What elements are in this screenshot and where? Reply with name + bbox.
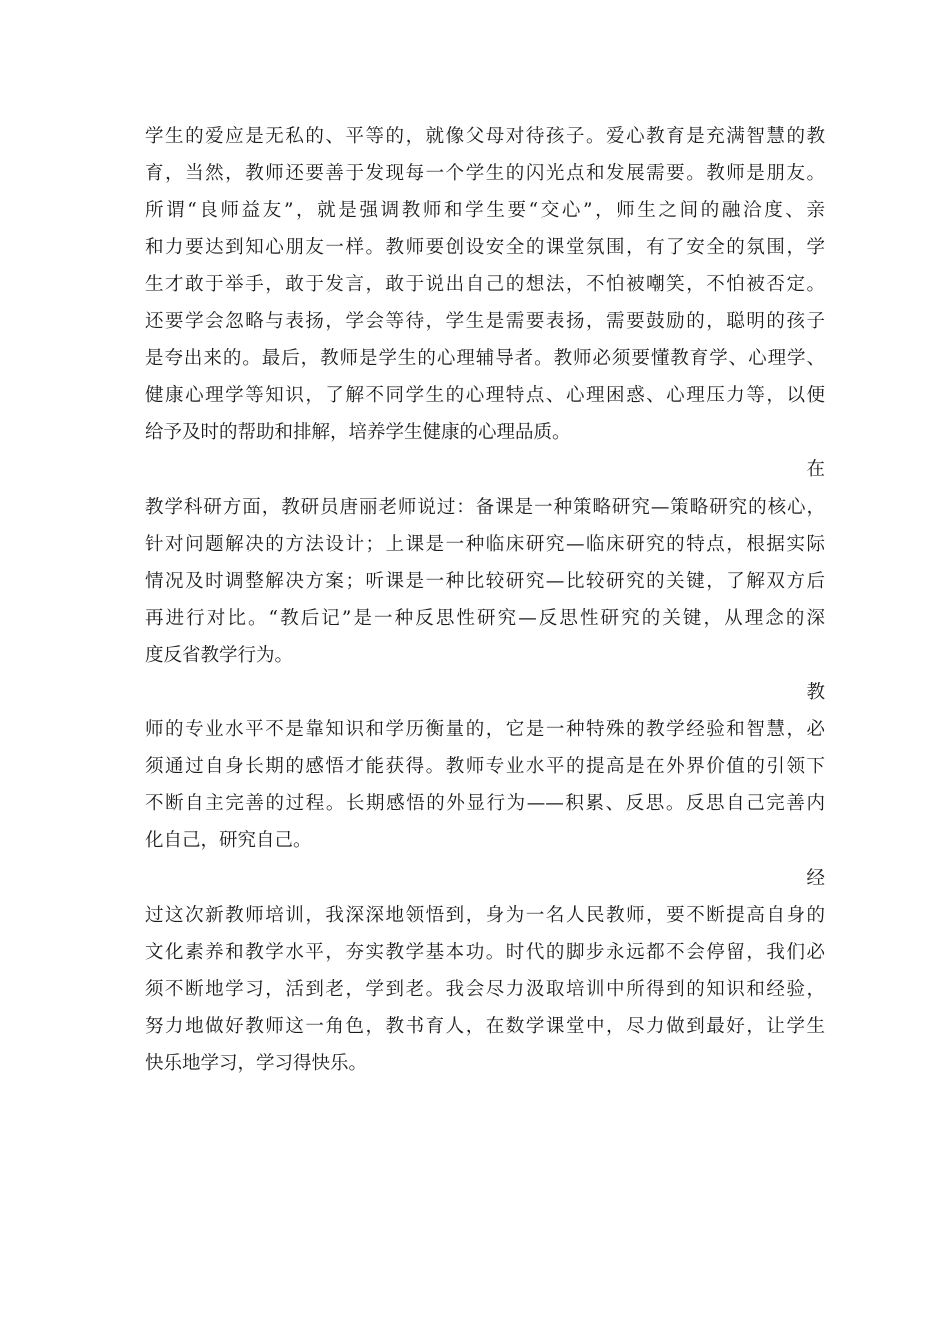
text-line: 文化素养和教学水平，夯实教学基本功。时代的脚步永远都不会停留，我们必 <box>145 942 825 963</box>
text-line: 经 <box>806 868 825 889</box>
text-line: 须不断地学习，活到老，学到老。我会尽力汲取培训中所得到的知识和经验， <box>145 979 825 1000</box>
text-line: 还要学会忽略与表扬，学会等待，学生是需要表扬，需要鼓励的，聪明的孩子 <box>145 311 825 332</box>
text-line: 化自己，研究自己。 <box>145 830 312 851</box>
text-line: 学生的爱应是无私的、平等的，就像父母对待孩子。爱心教育是充满智慧的教 <box>145 126 825 147</box>
text-line: 和力要达到知心朋友一样。教师要创设安全的课堂氛围，有了安全的氛围，学 <box>145 237 825 258</box>
text-line: 须通过自身长期的感悟才能获得。教师专业水平的提高是在外界价值的引领下 <box>145 756 825 777</box>
text-line: 再进行对比。“教后记”是一种反思性研究—反思性研究的关键，从理念的深 <box>145 608 825 629</box>
text-line: 过这次新教师培训，我深深地领悟到，身为一名人民教师，要不断提高自身的 <box>145 905 825 926</box>
text-line: 不断自主完善的过程。长期感悟的外显行为——积累、反思。反思自己完善内 <box>145 793 825 814</box>
text-line: 快乐地学习，学习得快乐。 <box>145 1053 368 1074</box>
text-line: 在 <box>806 459 825 480</box>
text-line: 情况及时调整解决方案；听课是一种比较研究—比较研究的关键，了解双方后 <box>145 571 825 592</box>
text-line: 师的专业水平不是靠知识和学历衡量的，它是一种特殊的教学经验和智慧，必 <box>145 719 825 740</box>
text-line: 努力地做好教师这一角色，教书育人，在数学课堂中，尽力做到最好，让学生 <box>145 1016 825 1037</box>
text-line: 给予及时的帮助和排解，培养学生健康的心理品质。 <box>145 422 571 443</box>
text-line: 针对问题解决的方法设计；上课是一种临床研究—临床研究的特点，根据实际 <box>145 534 825 555</box>
text-line: 育，当然，教师还要善于发现每一个学生的闪光点和发展需要。教师是朋友。 <box>145 163 825 184</box>
text-line: 所谓“良师益友”，就是强调教师和学生要“交心”，师生之间的融洽度、亲 <box>145 200 825 221</box>
text-line: 教学科研方面，教研员唐丽老师说过：备课是一种策略研究—策略研究的核心， <box>145 497 825 518</box>
text-line: 是夸出来的。最后，教师是学生的心理辅导者。教师必须要懂教育学、心理学、 <box>145 348 825 369</box>
text-line: 生才敢于举手，敢于发言，敢于说出自己的想法，不怕被嘲笑，不怕被否定。 <box>145 274 825 295</box>
text-line: 健康心理学等知识，了解不同学生的心理特点、心理困惑、心理压力等，以便 <box>145 385 825 406</box>
text-line: 度反省教学行为。 <box>145 645 294 666</box>
text-line: 教 <box>806 682 825 703</box>
